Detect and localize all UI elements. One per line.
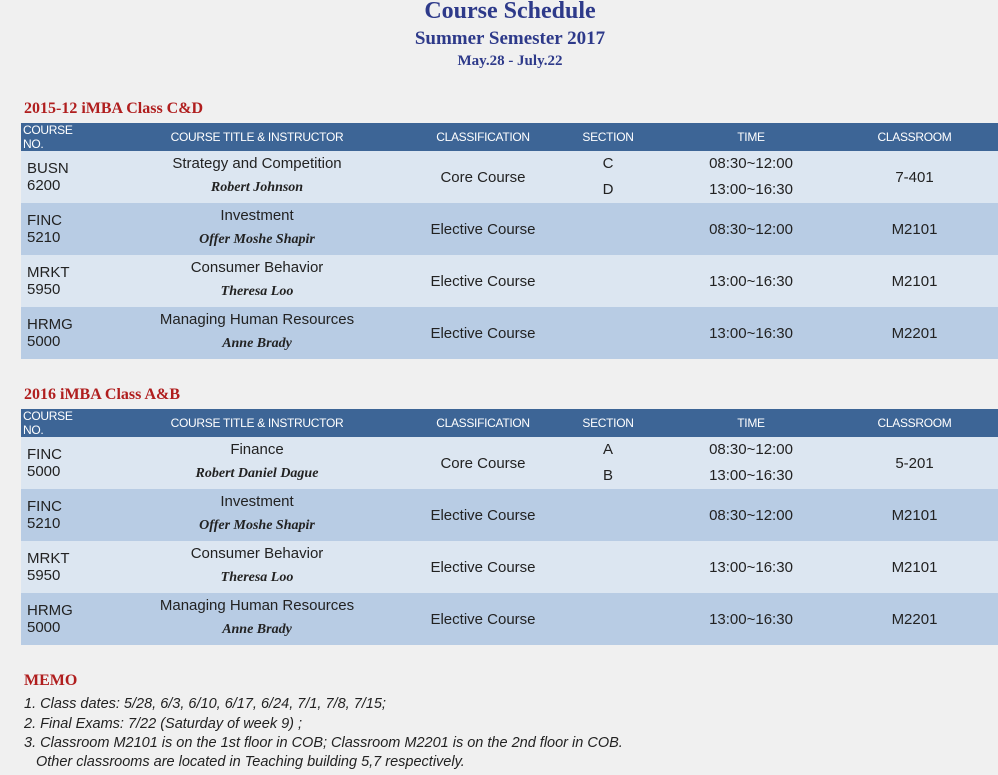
instructor-name: Anne Brady [222, 336, 292, 351]
header-classification: CLASSIFICATION [436, 416, 530, 430]
header-classroom: CLASSROOM [877, 416, 952, 430]
classification: Core Course [440, 454, 526, 472]
time-value: 13:00~16:30 [709, 181, 793, 198]
section-cell [545, 151, 671, 203]
memo-line: 3. Classroom M2101 is on the 1st floor in COB; Classroom M2201 is on the 2nd floor in COB. [24, 735, 623, 751]
course-title-cell [93, 255, 421, 307]
table-row [21, 593, 998, 645]
instructor-name: Offer Moshe Shapir [199, 232, 315, 247]
header-section: SECTION [582, 130, 634, 144]
course-code: MRKT 5950 [27, 550, 70, 584]
instructor-name: Theresa Loo [220, 570, 294, 585]
classroom: M2101 [891, 220, 938, 238]
classification: Elective Course [430, 220, 536, 238]
page-title: Course Schedule [424, 0, 596, 24]
section-label: A [602, 441, 613, 458]
table-header-row [21, 409, 998, 437]
class-heading: 2016 iMBA Class A&B [24, 386, 181, 403]
instructor-name: Theresa Loo [220, 284, 294, 299]
memo-line: 2. Final Exams: 7/22 (Saturday of week 9) ; [24, 716, 303, 732]
classroom: M2201 [891, 324, 938, 342]
header-course-title: COURSE TITLE & INSTRUCTOR [170, 130, 344, 144]
classification: Elective Course [430, 324, 536, 342]
classroom: 5-201 [895, 454, 934, 472]
schedule-table [21, 123, 998, 359]
course-title-cell [93, 437, 421, 489]
section-cell [545, 255, 671, 307]
classroom: M2101 [891, 506, 938, 524]
classification: Elective Course [430, 610, 536, 628]
course-code: HRMG 5000 [27, 316, 73, 350]
classroom: M2201 [891, 610, 938, 628]
classification: Core Course [440, 168, 526, 186]
section-cell [545, 307, 671, 359]
header-course-title: COURSE TITLE & INSTRUCTOR [170, 416, 344, 430]
header-course-no: COURSE NO. [23, 123, 73, 151]
section-cell [545, 541, 671, 593]
time-cell [671, 151, 831, 203]
course-title-cell [93, 151, 421, 203]
table-header-row [21, 123, 998, 151]
section-label: C [602, 155, 614, 172]
classroom: M2101 [891, 558, 938, 576]
course-code: FINC 5210 [27, 212, 62, 246]
course-code: BUSN 6200 [27, 160, 69, 194]
page-subtitle: Summer Semester 2017 [414, 28, 606, 49]
table-row [21, 437, 998, 489]
schedule-table [21, 409, 998, 645]
table-row [21, 203, 998, 255]
course-title-cell [93, 541, 421, 593]
table-row [21, 307, 998, 359]
header-course-no: COURSE NO. [23, 409, 73, 437]
instructor-name: Offer Moshe Shapir [199, 518, 315, 533]
table-row [21, 255, 998, 307]
classroom: 7-401 [895, 168, 934, 186]
instructor-name: Robert Johnson [210, 180, 304, 195]
instructor-name: Anne Brady [222, 622, 292, 637]
course-code: MRKT 5950 [27, 264, 70, 298]
course-code: FINC 5210 [27, 498, 62, 532]
course-title-cell [93, 203, 421, 255]
classification: Elective Course [430, 558, 536, 576]
memo-heading: MEMO [24, 672, 78, 689]
course-title-cell [93, 593, 421, 645]
header-classification: CLASSIFICATION [436, 130, 530, 144]
header-time: TIME [737, 416, 765, 430]
course-code: HRMG 5000 [27, 602, 73, 636]
course-code: FINC 5000 [27, 446, 62, 480]
time-value: 08:30~12:00 [709, 220, 793, 238]
course-title: Investment [220, 207, 294, 224]
course-title-cell [93, 489, 421, 541]
course-title: Strategy and Competition [172, 155, 342, 172]
table-row [21, 151, 998, 203]
section-label: D [602, 181, 614, 198]
time-cell [671, 437, 831, 489]
table-row [21, 489, 998, 541]
classification: Elective Course [430, 506, 536, 524]
course-title: Consumer Behavior [190, 259, 324, 276]
time-value: 08:30~12:00 [709, 441, 793, 458]
header-section: SECTION [582, 416, 634, 430]
course-title: Consumer Behavior [190, 545, 324, 562]
course-title: Investment [220, 493, 294, 510]
course-title: Finance [230, 441, 284, 458]
time-value: 13:00~16:30 [709, 324, 793, 342]
section-cell [545, 437, 671, 489]
time-value: 13:00~16:30 [709, 558, 793, 576]
course-title-cell [93, 307, 421, 359]
header-time: TIME [737, 130, 765, 144]
classroom: M2101 [891, 272, 938, 290]
section-cell [545, 593, 671, 645]
course-title: Managing Human Resources [159, 311, 355, 328]
section-cell [545, 203, 671, 255]
classification: Elective Course [430, 272, 536, 290]
time-value: 13:00~16:30 [709, 467, 793, 484]
memo-line: 1. Class dates: 5/28, 6/3, 6/10, 6/17, 6/24, 7/1, 7/8, 7/15; [24, 696, 386, 712]
time-value: 08:30~12:00 [709, 155, 793, 172]
instructor-name: Robert Daniel Dague [195, 466, 319, 481]
section-cell [545, 489, 671, 541]
header-classroom: CLASSROOM [877, 130, 952, 144]
semester-dates: May.28 - July.22 [457, 53, 563, 69]
time-value: 08:30~12:00 [709, 506, 793, 524]
course-title: Managing Human Resources [159, 597, 355, 614]
memo-line: Other classrooms are located in Teaching building 5,7 respectively. [36, 754, 465, 770]
time-value: 13:00~16:30 [709, 610, 793, 628]
section-label: B [602, 467, 613, 484]
table-row [21, 541, 998, 593]
class-heading: 2015-12 iMBA Class C&D [24, 100, 204, 117]
time-value: 13:00~16:30 [709, 272, 793, 290]
